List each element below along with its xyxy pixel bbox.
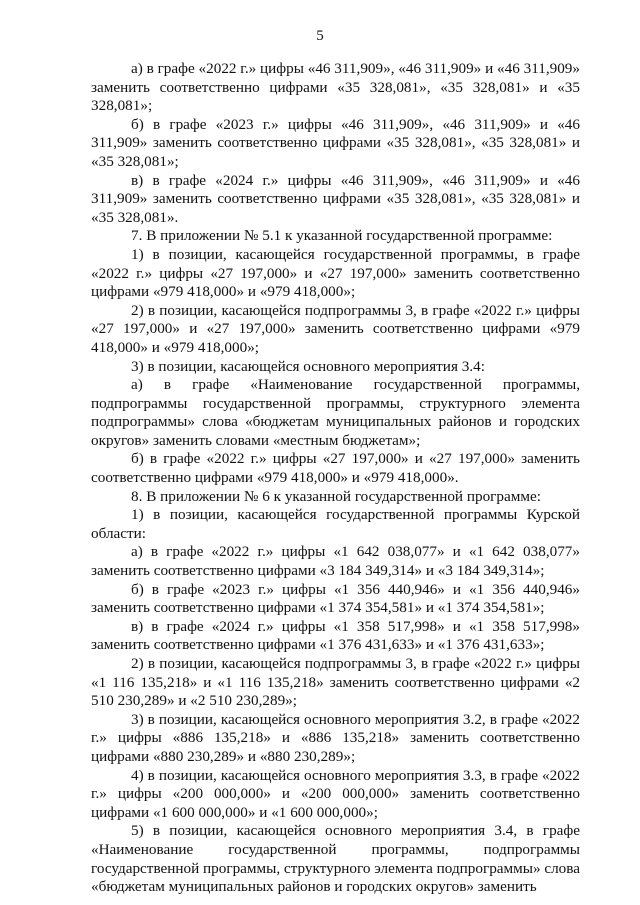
paragraph: в) в графе «2024 г.» цифры «1 358 517,998» и «1 358 517,998» заменить соответственно цифрами «1 376 431,633» и «1 376 431,633»; (91, 617, 580, 654)
paragraph: б) в графе «2023 г.» цифры «46 311,909», «46 311,909» и «46 311,909» заменить соответственно цифрами «35 328,081», «35 328,081» и «35 328,081»; (91, 115, 580, 170)
paragraph: 3) в позиции, касающейся основного мероприятия 3.4: (131, 357, 485, 375)
paragraph: 1) в позиции, касающейся государственной программы, в графе «2022 г.» цифры «27 197,000» и «27 197,000» заменить соответственно цифрами «979 418,000» и «979 418,000»; (91, 245, 580, 301)
paragraph: 2) в позиции, касающейся подпрограммы 3, в графе «2022 г.» цифры «27 197,000» и «27 197,000» заменить соответственно цифрами «979 418,000» и «979 418,000»; (91, 301, 580, 356)
paragraph: а) в графе «2022 г.» цифры «46 311,909», «46 311,909» и «46 311,909» заменить соответственно цифрами «35 328,081», «35 328,081» и «35 328,081»; (91, 60, 580, 115)
page-number: 5 (316, 28, 324, 44)
paragraph: 2) в позиции, касающейся подпрограммы 3, в графе «2022 г.» цифры «1 116 135,218» и «1 116 135,218» заменить соответственно цифрами «2 510 230,289» и «2 510 230,289»; (91, 655, 580, 710)
paragraph: 5) в позиции, касающейся основного мероприятия 3.4, в графе «Наименование государственной программы, подпрограммы государственной программы, структурного элемента подпрограммы» слова «бюджетам муниципальных районов и городских округов» заменить (91, 822, 580, 896)
paragraph: 4) в позиции, касающейся основного мероприятия 3.3, в графе «2022 г.» цифры «200 000,000» и «200 000,000» заменить соответственно цифрами «1 600 000,000» и «1 600 000,000»; (91, 766, 580, 821)
document-body (91, 60, 580, 897)
paragraph: в) в графе «2024 г.» цифры «46 311,909», «46 311,909» и «46 311,909» заменить соответственно цифрами «35 328,081», «35 328,081» и «35 328,081». (91, 171, 580, 226)
paragraph: а) в графе «2022 г.» цифры «1 642 038,077» и «1 642 038,077» заменить соответственно цифрами «3 184 349,314» и «3 184 349,314»; (91, 543, 580, 580)
paragraph: 8. В приложении № 6 к указанной государственной программе: (131, 487, 541, 505)
paragraph: 3) в позиции, касающейся основного мероприятия 3.2, в графе «2022 г.» цифры «886 135,218» и «886 135,218» заменить соответственно цифрами «880 230,289» и «880 230,289»; (91, 710, 580, 765)
paragraph: б) в графе «2023 г.» цифры «1 356 440,946» и «1 356 440,946» заменить соответственно цифрами «1 374 354,581» и «1 374 354,581»; (91, 580, 580, 617)
paragraph: а) в графе «Наименование государственной программы, подпрограммы государственной программы, структурного элемента подпрограммы» слова «бюджетам муниципальных районов и городских округов» заменить словами «местным бюджетам»; (91, 376, 580, 449)
paragraph: б) в графе «2022 г.» цифры «27 197,000» и «27 197,000» заменить соответственно цифрами «979 418,000» и «979 418,000». (91, 450, 580, 487)
paragraph: 7. В приложении № 5.1 к указанной государственной программе: (131, 227, 553, 245)
paragraph: 1) в позиции, касающейся государственной программы Курской области: (91, 506, 580, 542)
